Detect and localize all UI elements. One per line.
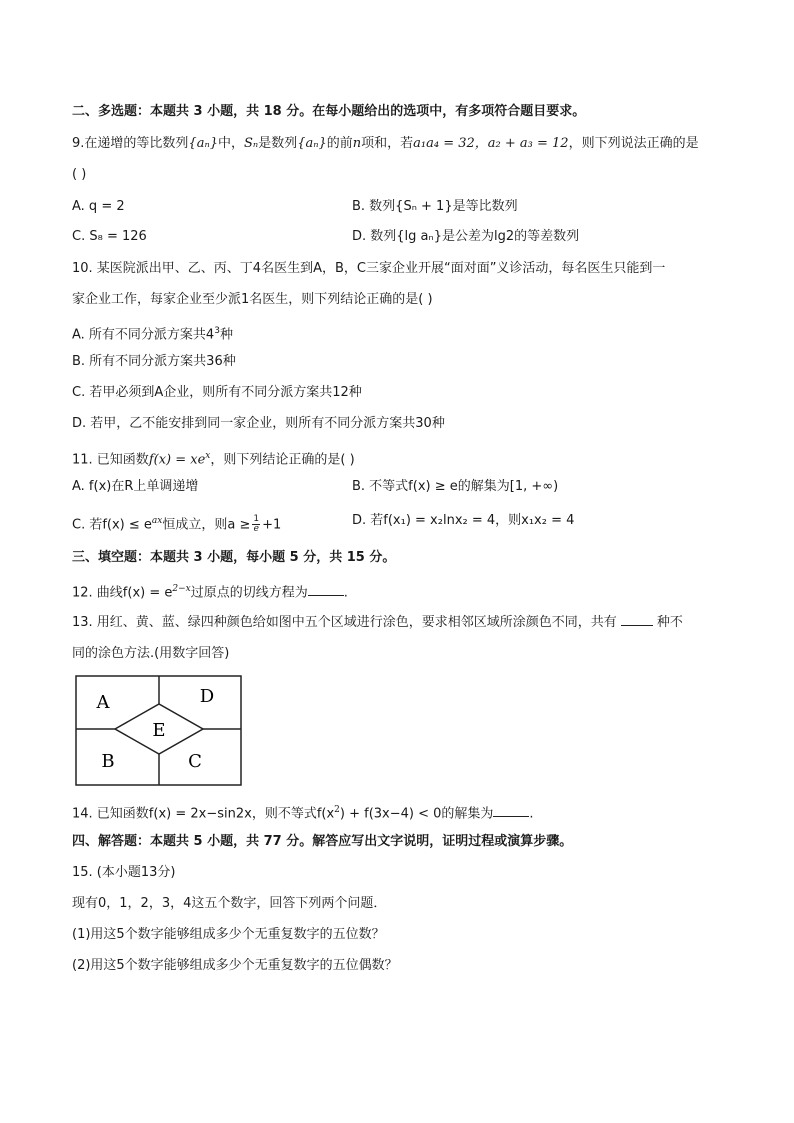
q9-seq: {aₙ} bbox=[188, 136, 218, 151]
q11-option-c bbox=[72, 512, 281, 534]
q13-suffix: 种不 bbox=[656, 615, 683, 630]
q11-function: f(x) = xe bbox=[148, 452, 206, 468]
section-3-heading: 三、填空题：本题共 3 小题，每小题 5 分，共 15 分。 bbox=[72, 550, 396, 565]
question-14 bbox=[72, 801, 534, 823]
q9-sn: Sₙ bbox=[244, 136, 259, 151]
q14-answer-blank[interactable] bbox=[493, 804, 529, 817]
q12-end: . bbox=[343, 585, 348, 601]
question-11-stem bbox=[72, 447, 355, 469]
question-10-line-1: 10. 某医院派出甲、乙、丙、丁4名医生到A，B，C三家企业开展“面对面”义诊活动，每名医生只能到一 bbox=[72, 261, 666, 276]
q11-option-a: A. f(x)在R上单调递增 bbox=[72, 479, 199, 494]
fraction-numerator: 1 bbox=[253, 514, 260, 525]
q9-text-f: ，则下列说法正确的是 bbox=[568, 136, 699, 151]
question-15-title: 15. (本小题13分) bbox=[72, 865, 176, 880]
question-13-line-2: 同的涂色方法.(用数字回答) bbox=[72, 646, 230, 661]
q9-paren: ( ) bbox=[72, 167, 87, 182]
q9-option-b: B. 数列{Sₙ + 1}是等比数列 bbox=[352, 199, 518, 214]
section-2-heading: 二、多选题：本题共 3 小题，共 18 分。在每小题给出的选项中，有多项符合题目要求。 bbox=[72, 104, 586, 119]
q9-text-b: 中， bbox=[217, 136, 244, 151]
q11-option-c-fraction bbox=[252, 515, 260, 534]
q14-text: 14. 已知函数f(x) = 2x−sin2x，则不等式f(x bbox=[72, 806, 335, 822]
q11-option-c-text: C. 若f(x) ≤ e bbox=[72, 517, 152, 533]
q12-exponent: 2−x bbox=[172, 584, 191, 594]
question-9-stem bbox=[72, 135, 699, 153]
section-4-heading: 四、解答题：本题共 5 小题，共 77 分。解答应写出文字说明，证明过程或演算步骤。 bbox=[72, 834, 573, 849]
q9-seq-2: {aₙ} bbox=[297, 136, 327, 151]
question-10-line-2: 家企业工作，每家企业至少派1名医生，则下列结论正确的是( ) bbox=[72, 292, 433, 307]
q9-n: n bbox=[352, 136, 362, 151]
q12-suffix: 过原点的切线方程为 bbox=[190, 585, 308, 601]
q11-option-c-suffix: +1 bbox=[262, 517, 282, 533]
fraction-denominator: e bbox=[253, 524, 259, 535]
q11-stem-text: 11. 已知函数 bbox=[72, 452, 149, 468]
question-12 bbox=[72, 580, 348, 602]
q9-number: 9. bbox=[72, 136, 85, 151]
region-label-b: B bbox=[101, 751, 115, 772]
q13-text: 13. 用红、黄、蓝、绿四种颜色给如图中五个区域进行涂色，要求相邻区域所涂颜色不同，共有 bbox=[72, 615, 617, 630]
q9-text-d: 的前 bbox=[326, 136, 353, 151]
q11-option-d: D. 若f(x₁) = x₂lnx₂ = 4，则x₁x₂ = 4 bbox=[352, 513, 575, 528]
q11-function-exponent: x bbox=[205, 451, 211, 461]
question-15-line-1: 现有0，1，2，3，4这五个数字，回答下列两个问题． bbox=[72, 896, 387, 911]
region-diagram bbox=[75, 675, 243, 787]
q14-exponent: 2 bbox=[334, 805, 340, 815]
q12-answer-blank[interactable] bbox=[308, 583, 344, 596]
q10-option-a-exponent: 3 bbox=[214, 326, 220, 336]
q12-text: 12. 曲线f(x) = e bbox=[72, 585, 173, 601]
q13-answer-blank[interactable] bbox=[621, 613, 653, 626]
q10-option-a-suffix: 种 bbox=[219, 327, 233, 343]
q9-text-e: 项和，若 bbox=[361, 136, 414, 151]
q9-condition: a₁a₄ = 32，a₂ + a₃ = 12 bbox=[413, 136, 569, 151]
question-15-part-1: (1)用这5个数字能够组成多少个无重复数字的五位数？ bbox=[72, 927, 385, 942]
region-label-c: C bbox=[188, 751, 202, 772]
q11-option-c-mid: 恒成立，则a ≥ bbox=[162, 517, 251, 533]
q9-option-a: A. q = 2 bbox=[72, 199, 125, 214]
q10-option-d: D. 若甲，乙不能安排到同一家企业，则所有不同分派方案共30种 bbox=[72, 416, 445, 431]
q14-mid: ) + f(3x−4) < 0的解集为 bbox=[339, 806, 494, 822]
q11-stem-suffix: ，则下列结论正确的是( ) bbox=[210, 452, 355, 468]
q10-option-b: B. 所有不同分派方案共36种 bbox=[72, 354, 236, 369]
region-label-a: A bbox=[96, 692, 110, 713]
q9-text-c: 是数列 bbox=[258, 136, 298, 151]
q10-option-a bbox=[72, 322, 233, 344]
question-13-line-1 bbox=[72, 613, 683, 632]
region-label-e: E bbox=[152, 720, 166, 741]
q10-option-a-text: A. 所有不同分派方案共4 bbox=[72, 327, 215, 343]
region-label-d: D bbox=[199, 686, 215, 707]
q11-option-b: B. 不等式f(x) ≥ e的解集为[1, +∞) bbox=[352, 479, 559, 494]
q9-option-c: C. S₈ = 126 bbox=[72, 229, 147, 244]
q11-option-c-exponent: ax bbox=[151, 516, 163, 526]
q9-option-d: D. 数列{lg aₙ}是公差为lg2的等差数列 bbox=[352, 229, 580, 244]
question-15-part-2: (2)用这5个数字能够组成多少个无重复数字的五位偶数？ bbox=[72, 958, 398, 973]
q9-text-a: 在递增的等比数列 bbox=[84, 136, 189, 151]
q10-option-c: C. 若甲必须到A企业，则所有不同分派方案共12种 bbox=[72, 385, 362, 400]
q14-end: . bbox=[529, 806, 534, 822]
